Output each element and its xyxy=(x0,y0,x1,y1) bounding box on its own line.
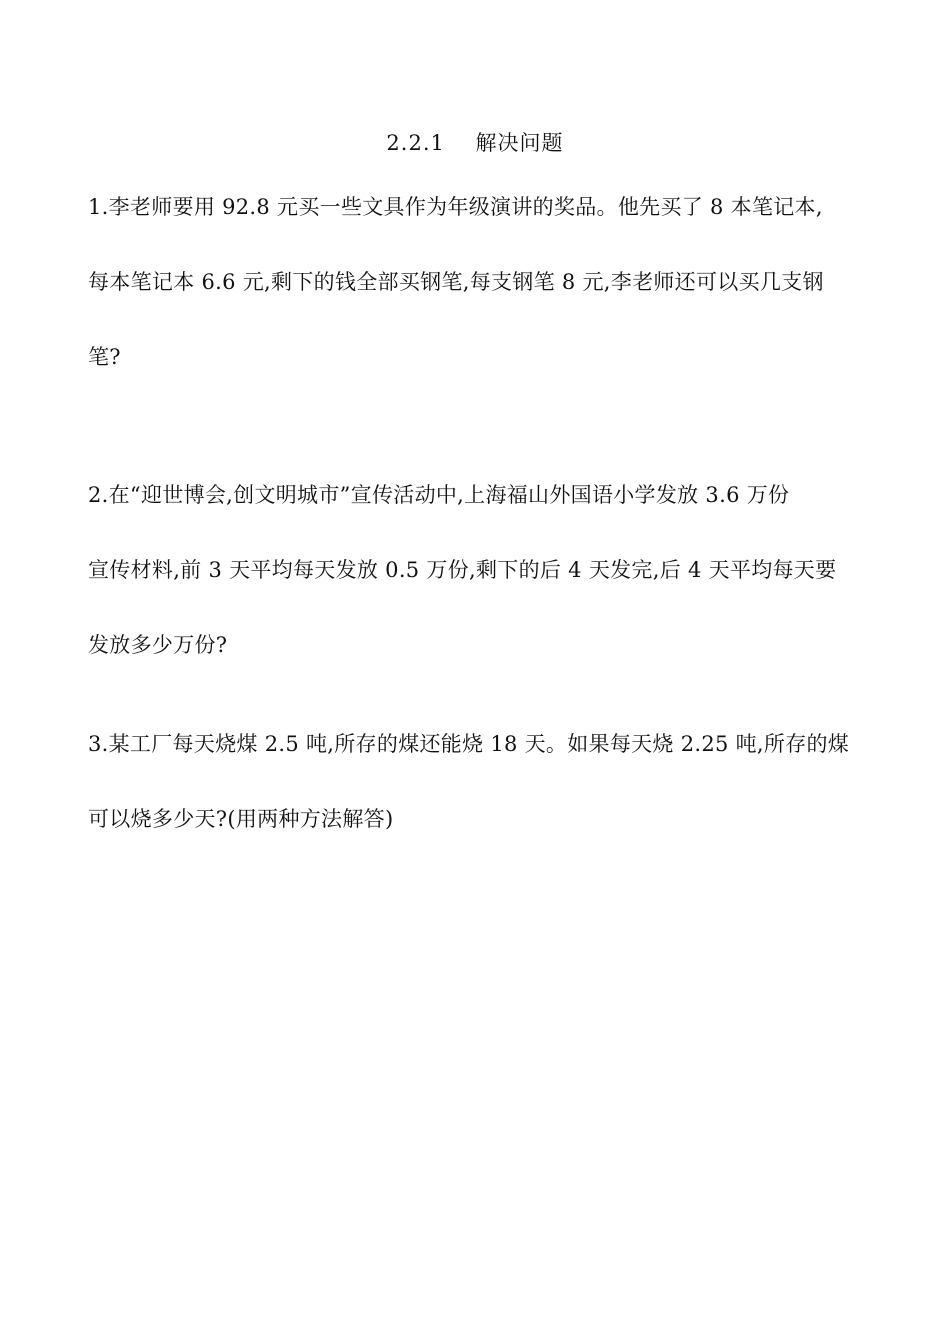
question-1-line-2: 每本笔记本 6.6 元,剩下的钱全部买钢笔,每支钢笔 8 元,李老师还可以买几支钢 xyxy=(88,270,824,294)
page-title: 2.2.1 解决问题 xyxy=(386,131,564,155)
question-2-line-1: 2.在“迎世博会,创文明城市”宣传活动中,上海福山外国语小学发放 3.6 万份 xyxy=(88,483,790,507)
question-3-line-2: 可以烧多少天?(用两种方法解答) xyxy=(88,807,394,831)
question-2-line-2: 宣传材料,前 3 天平均每天发放 0.5 万份,剩下的后 4 天发完,后 4 天平均每天要 xyxy=(88,558,837,582)
question-3-line-1: 3.某工厂每天烧煤 2.5 吨,所存的煤还能烧 18 天。如果每天烧 2.25 吨,所存的煤 xyxy=(88,732,850,756)
question-2-line-3: 发放多少万份? xyxy=(88,633,228,657)
question-1-line-1: 1.李老师要用 92.8 元买一些文具作为年级演讲的奖品。他先买了 8 本笔记本, xyxy=(88,195,823,219)
question-1-line-3: 笔? xyxy=(88,345,121,369)
